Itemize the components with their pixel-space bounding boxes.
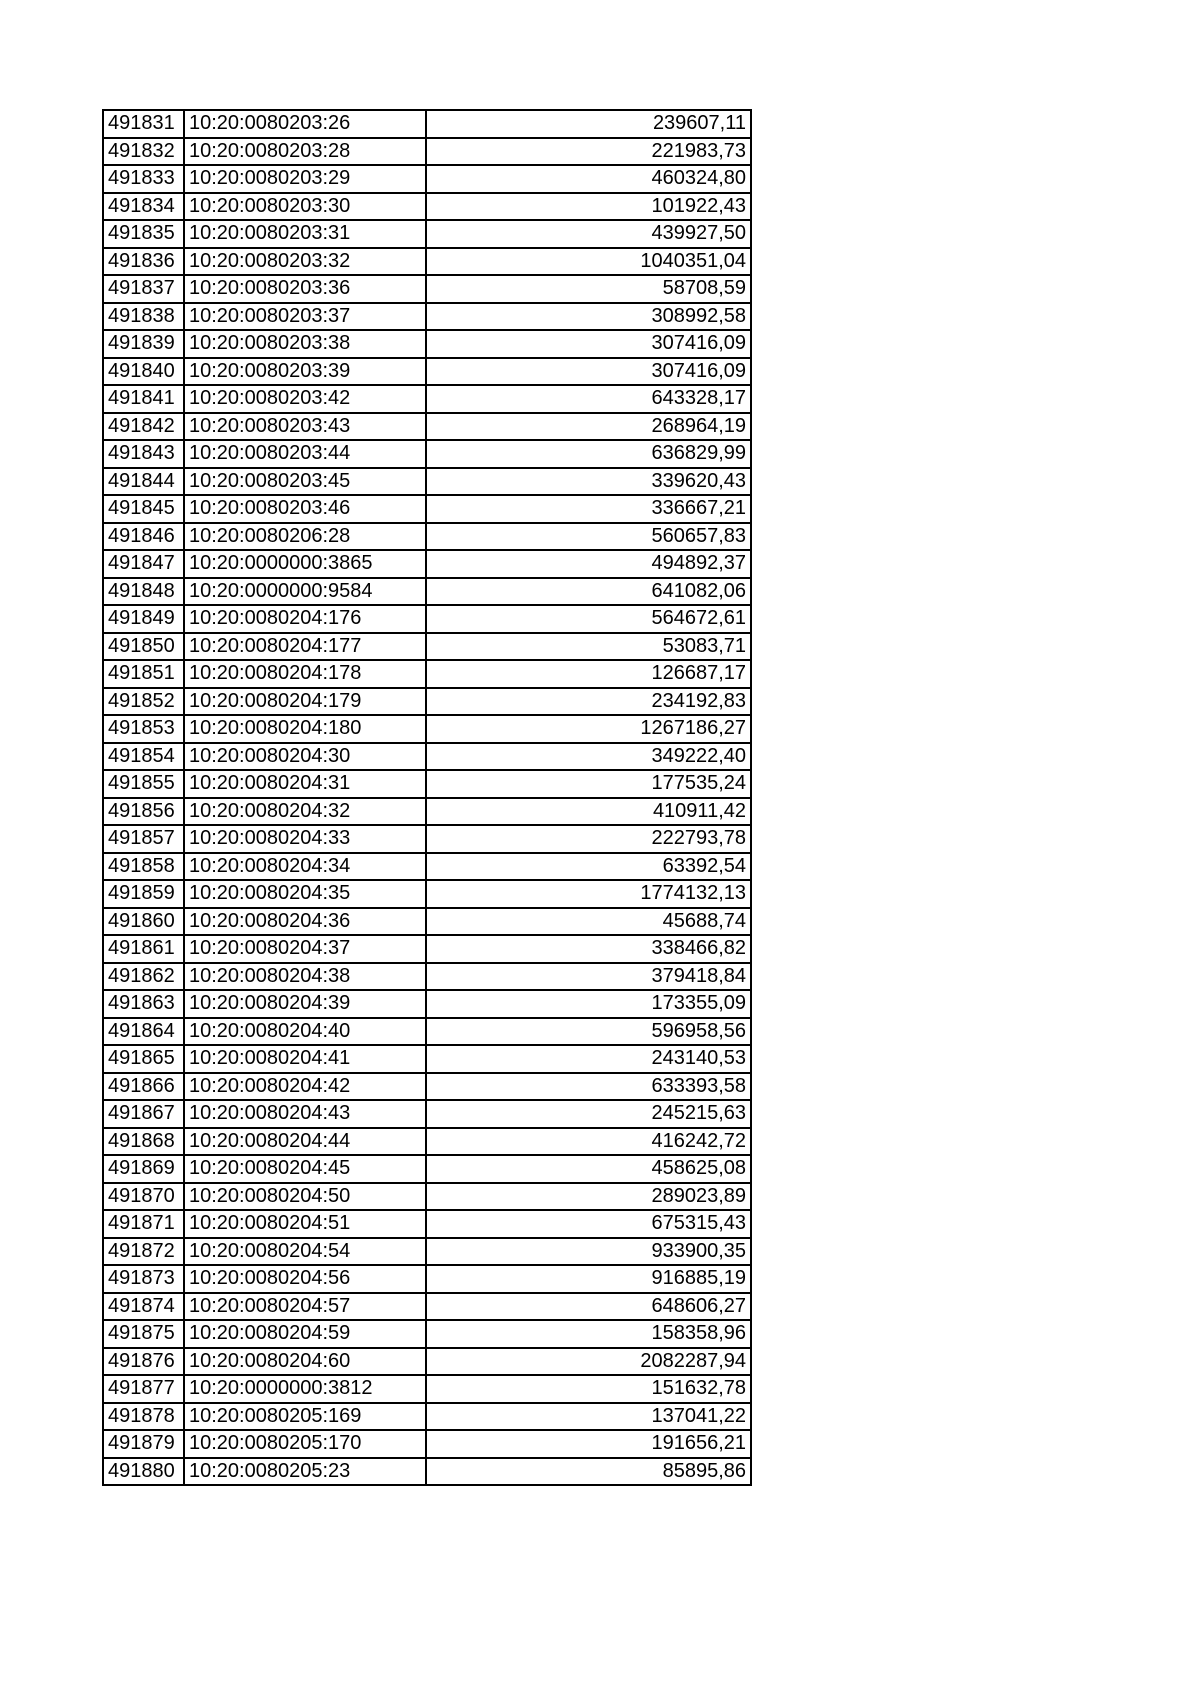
value-cell: 416242,72 [426, 1128, 751, 1156]
cadastral-number-cell: 10:20:0000000:9584 [184, 578, 426, 606]
cadastral-number-cell: 10:20:0080203:44 [184, 440, 426, 468]
record-number-cell: 491852 [103, 688, 184, 716]
record-number-cell: 491871 [103, 1210, 184, 1238]
record-number-cell: 491834 [103, 193, 184, 221]
cadastral-number-cell: 10:20:0080203:32 [184, 248, 426, 276]
cadastral-number-cell: 10:20:0080203:39 [184, 358, 426, 386]
table-row [103, 220, 751, 248]
value-cell: 379418,84 [426, 963, 751, 991]
table-row [103, 963, 751, 991]
record-number-cell: 491872 [103, 1238, 184, 1266]
value-cell: 239607,11 [426, 110, 751, 138]
value-cell: 177535,24 [426, 770, 751, 798]
value-cell: 349222,40 [426, 743, 751, 771]
table-row [103, 605, 751, 633]
cadastral-number-cell: 10:20:0080204:51 [184, 1210, 426, 1238]
cadastral-number-cell: 10:20:0080203:31 [184, 220, 426, 248]
cadastral-number-cell: 10:20:0080204:31 [184, 770, 426, 798]
value-cell: 63392,54 [426, 853, 751, 881]
value-cell: 648606,27 [426, 1293, 751, 1321]
table-row [103, 1348, 751, 1376]
record-number-cell: 491851 [103, 660, 184, 688]
value-cell: 1040351,04 [426, 248, 751, 276]
value-cell: 221983,73 [426, 138, 751, 166]
value-cell: 564672,61 [426, 605, 751, 633]
value-cell: 460324,80 [426, 165, 751, 193]
value-cell: 222793,78 [426, 825, 751, 853]
value-cell: 339620,43 [426, 468, 751, 496]
record-number-cell: 491873 [103, 1265, 184, 1293]
table-row [103, 770, 751, 798]
table-row [103, 468, 751, 496]
record-number-cell: 491833 [103, 165, 184, 193]
table-row [103, 935, 751, 963]
record-number-cell: 491842 [103, 413, 184, 441]
record-number-cell: 491874 [103, 1293, 184, 1321]
record-number-cell: 491856 [103, 798, 184, 826]
cadastral-number-cell: 10:20:0080204:179 [184, 688, 426, 716]
table-row [103, 138, 751, 166]
record-number-cell: 491835 [103, 220, 184, 248]
value-cell: 58708,59 [426, 275, 751, 303]
value-cell: 636829,99 [426, 440, 751, 468]
record-number-cell: 491832 [103, 138, 184, 166]
record-number-cell: 491837 [103, 275, 184, 303]
table-row [103, 880, 751, 908]
value-cell: 410911,42 [426, 798, 751, 826]
value-cell: 307416,09 [426, 330, 751, 358]
value-cell: 151632,78 [426, 1375, 751, 1403]
record-number-cell: 491862 [103, 963, 184, 991]
cadastral-number-cell: 10:20:0080203:29 [184, 165, 426, 193]
table-row [103, 193, 751, 221]
cadastral-number-cell: 10:20:0080204:60 [184, 1348, 426, 1376]
record-number-cell: 491880 [103, 1458, 184, 1486]
table-row [103, 853, 751, 881]
cadastral-number-cell: 10:20:0080204:33 [184, 825, 426, 853]
record-number-cell: 491869 [103, 1155, 184, 1183]
table-row [103, 1155, 751, 1183]
table-row [103, 440, 751, 468]
table-row [103, 908, 751, 936]
value-cell: 307416,09 [426, 358, 751, 386]
table-row [103, 1073, 751, 1101]
cadastral-number-cell: 10:20:0080204:180 [184, 715, 426, 743]
cadastral-number-cell: 10:20:0080204:36 [184, 908, 426, 936]
record-number-cell: 491849 [103, 605, 184, 633]
value-cell: 126687,17 [426, 660, 751, 688]
cadastral-number-cell: 10:20:0080204:50 [184, 1183, 426, 1211]
record-number-cell: 491831 [103, 110, 184, 138]
table-row [103, 688, 751, 716]
table-row [103, 275, 751, 303]
value-cell: 308992,58 [426, 303, 751, 331]
cadastral-number-cell: 10:20:0080204:176 [184, 605, 426, 633]
record-number-cell: 491863 [103, 990, 184, 1018]
record-number-cell: 491859 [103, 880, 184, 908]
value-cell: 494892,37 [426, 550, 751, 578]
cadastral-number-cell: 10:20:0080205:169 [184, 1403, 426, 1431]
table-row [103, 798, 751, 826]
document-page [102, 109, 752, 1486]
cadastral-number-cell: 10:20:0080204:54 [184, 1238, 426, 1266]
cadastral-number-cell: 10:20:0080203:42 [184, 385, 426, 413]
table-row [103, 330, 751, 358]
record-number-cell: 491877 [103, 1375, 184, 1403]
cadastral-number-cell: 10:20:0080204:56 [184, 1265, 426, 1293]
value-cell: 289023,89 [426, 1183, 751, 1211]
table-row [103, 1430, 751, 1458]
value-cell: 596958,56 [426, 1018, 751, 1046]
cadastral-number-cell: 10:20:0080206:28 [184, 523, 426, 551]
cadastral-number-cell: 10:20:0080203:28 [184, 138, 426, 166]
cadastral-number-cell: 10:20:0080204:38 [184, 963, 426, 991]
record-number-cell: 491855 [103, 770, 184, 798]
cadastral-number-cell: 10:20:0080204:40 [184, 1018, 426, 1046]
cadastral-number-cell: 10:20:0080204:41 [184, 1045, 426, 1073]
table-row [103, 1045, 751, 1073]
record-number-cell: 491848 [103, 578, 184, 606]
table-row [103, 1458, 751, 1486]
record-number-cell: 491860 [103, 908, 184, 936]
record-number-cell: 491878 [103, 1403, 184, 1431]
record-number-cell: 491843 [103, 440, 184, 468]
cadastral-number-cell: 10:20:0080203:45 [184, 468, 426, 496]
table-row [103, 1265, 751, 1293]
table-row [103, 413, 751, 441]
record-number-cell: 491853 [103, 715, 184, 743]
table-row [103, 1018, 751, 1046]
record-number-cell: 491858 [103, 853, 184, 881]
table-row [103, 1375, 751, 1403]
value-cell: 53083,71 [426, 633, 751, 661]
record-number-cell: 491861 [103, 935, 184, 963]
record-number-cell: 491840 [103, 358, 184, 386]
value-cell: 933900,35 [426, 1238, 751, 1266]
record-number-cell: 491844 [103, 468, 184, 496]
table-row [103, 303, 751, 331]
record-number-cell: 491836 [103, 248, 184, 276]
table-row [103, 495, 751, 523]
table-row [103, 1403, 751, 1431]
table-row [103, 358, 751, 386]
record-number-cell: 491846 [103, 523, 184, 551]
value-cell: 641082,06 [426, 578, 751, 606]
cadastral-number-cell: 10:20:0080203:37 [184, 303, 426, 331]
table-row [103, 1100, 751, 1128]
cadastral-number-cell: 10:20:0080204:178 [184, 660, 426, 688]
record-number-cell: 491876 [103, 1348, 184, 1376]
table-row [103, 523, 751, 551]
value-cell: 85895,86 [426, 1458, 751, 1486]
record-number-cell: 491854 [103, 743, 184, 771]
value-cell: 560657,83 [426, 523, 751, 551]
record-number-cell: 491865 [103, 1045, 184, 1073]
record-number-cell: 491850 [103, 633, 184, 661]
value-cell: 916885,19 [426, 1265, 751, 1293]
record-number-cell: 491847 [103, 550, 184, 578]
cadastral-number-cell: 10:20:0000000:3865 [184, 550, 426, 578]
value-cell: 1774132,13 [426, 880, 751, 908]
cadastral-number-cell: 10:20:0080204:34 [184, 853, 426, 881]
value-cell: 191656,21 [426, 1430, 751, 1458]
table-row [103, 1238, 751, 1266]
cadastral-number-cell: 10:20:0080204:30 [184, 743, 426, 771]
cadastral-number-cell: 10:20:0080203:38 [184, 330, 426, 358]
cadastral-number-cell: 10:20:0000000:3812 [184, 1375, 426, 1403]
record-number-cell: 491857 [103, 825, 184, 853]
cadastral-number-cell: 10:20:0080204:37 [184, 935, 426, 963]
cadastral-number-cell: 10:20:0080204:39 [184, 990, 426, 1018]
value-cell: 268964,19 [426, 413, 751, 441]
table-row [103, 1128, 751, 1156]
value-cell: 643328,17 [426, 385, 751, 413]
cadastral-number-cell: 10:20:0080203:43 [184, 413, 426, 441]
cadastral-number-cell: 10:20:0080204:59 [184, 1320, 426, 1348]
value-cell: 173355,09 [426, 990, 751, 1018]
record-number-cell: 491864 [103, 1018, 184, 1046]
table-row [103, 165, 751, 193]
table-row [103, 825, 751, 853]
cadastral-number-cell: 10:20:0080204:35 [184, 880, 426, 908]
table-row [103, 743, 751, 771]
record-number-cell: 491879 [103, 1430, 184, 1458]
table-row [103, 550, 751, 578]
value-cell: 245215,63 [426, 1100, 751, 1128]
record-number-cell: 491867 [103, 1100, 184, 1128]
value-cell: 137041,22 [426, 1403, 751, 1431]
cadastral-number-cell: 10:20:0080204:42 [184, 1073, 426, 1101]
value-cell: 336667,21 [426, 495, 751, 523]
cadastral-number-cell: 10:20:0080204:44 [184, 1128, 426, 1156]
table-row [103, 110, 751, 138]
cadastral-number-cell: 10:20:0080204:43 [184, 1100, 426, 1128]
value-cell: 101922,43 [426, 193, 751, 221]
cadastral-number-cell: 10:20:0080204:177 [184, 633, 426, 661]
value-cell: 45688,74 [426, 908, 751, 936]
value-cell: 458625,08 [426, 1155, 751, 1183]
table-row [103, 1210, 751, 1238]
cadastral-number-cell: 10:20:0080205:23 [184, 1458, 426, 1486]
value-cell: 633393,58 [426, 1073, 751, 1101]
cadastral-number-cell: 10:20:0080203:30 [184, 193, 426, 221]
cadastral-number-cell: 10:20:0080203:26 [184, 110, 426, 138]
table-row [103, 385, 751, 413]
table-row [103, 1293, 751, 1321]
table-body [103, 110, 751, 1485]
value-cell: 234192,83 [426, 688, 751, 716]
table-row [103, 990, 751, 1018]
cadastral-number-cell: 10:20:0080204:32 [184, 798, 426, 826]
record-number-cell: 491870 [103, 1183, 184, 1211]
cadastral-number-cell: 10:20:0080204:57 [184, 1293, 426, 1321]
table-row [103, 248, 751, 276]
record-number-cell: 491838 [103, 303, 184, 331]
record-number-cell: 491866 [103, 1073, 184, 1101]
table-row [103, 660, 751, 688]
cadastral-number-cell: 10:20:0080203:36 [184, 275, 426, 303]
table-row [103, 1320, 751, 1348]
value-cell: 338466,82 [426, 935, 751, 963]
cadastral-number-cell: 10:20:0080205:170 [184, 1430, 426, 1458]
value-cell: 1267186,27 [426, 715, 751, 743]
cadastral-number-cell: 10:20:0080203:46 [184, 495, 426, 523]
record-number-cell: 491868 [103, 1128, 184, 1156]
record-number-cell: 491845 [103, 495, 184, 523]
cadastral-number-cell: 10:20:0080204:45 [184, 1155, 426, 1183]
value-cell: 675315,43 [426, 1210, 751, 1238]
table-row [103, 633, 751, 661]
value-cell: 2082287,94 [426, 1348, 751, 1376]
value-cell: 243140,53 [426, 1045, 751, 1073]
value-cell: 158358,96 [426, 1320, 751, 1348]
data-table [102, 109, 752, 1486]
table-row [103, 1183, 751, 1211]
value-cell: 439927,50 [426, 220, 751, 248]
table-row [103, 578, 751, 606]
table-row [103, 715, 751, 743]
record-number-cell: 491875 [103, 1320, 184, 1348]
record-number-cell: 491841 [103, 385, 184, 413]
record-number-cell: 491839 [103, 330, 184, 358]
